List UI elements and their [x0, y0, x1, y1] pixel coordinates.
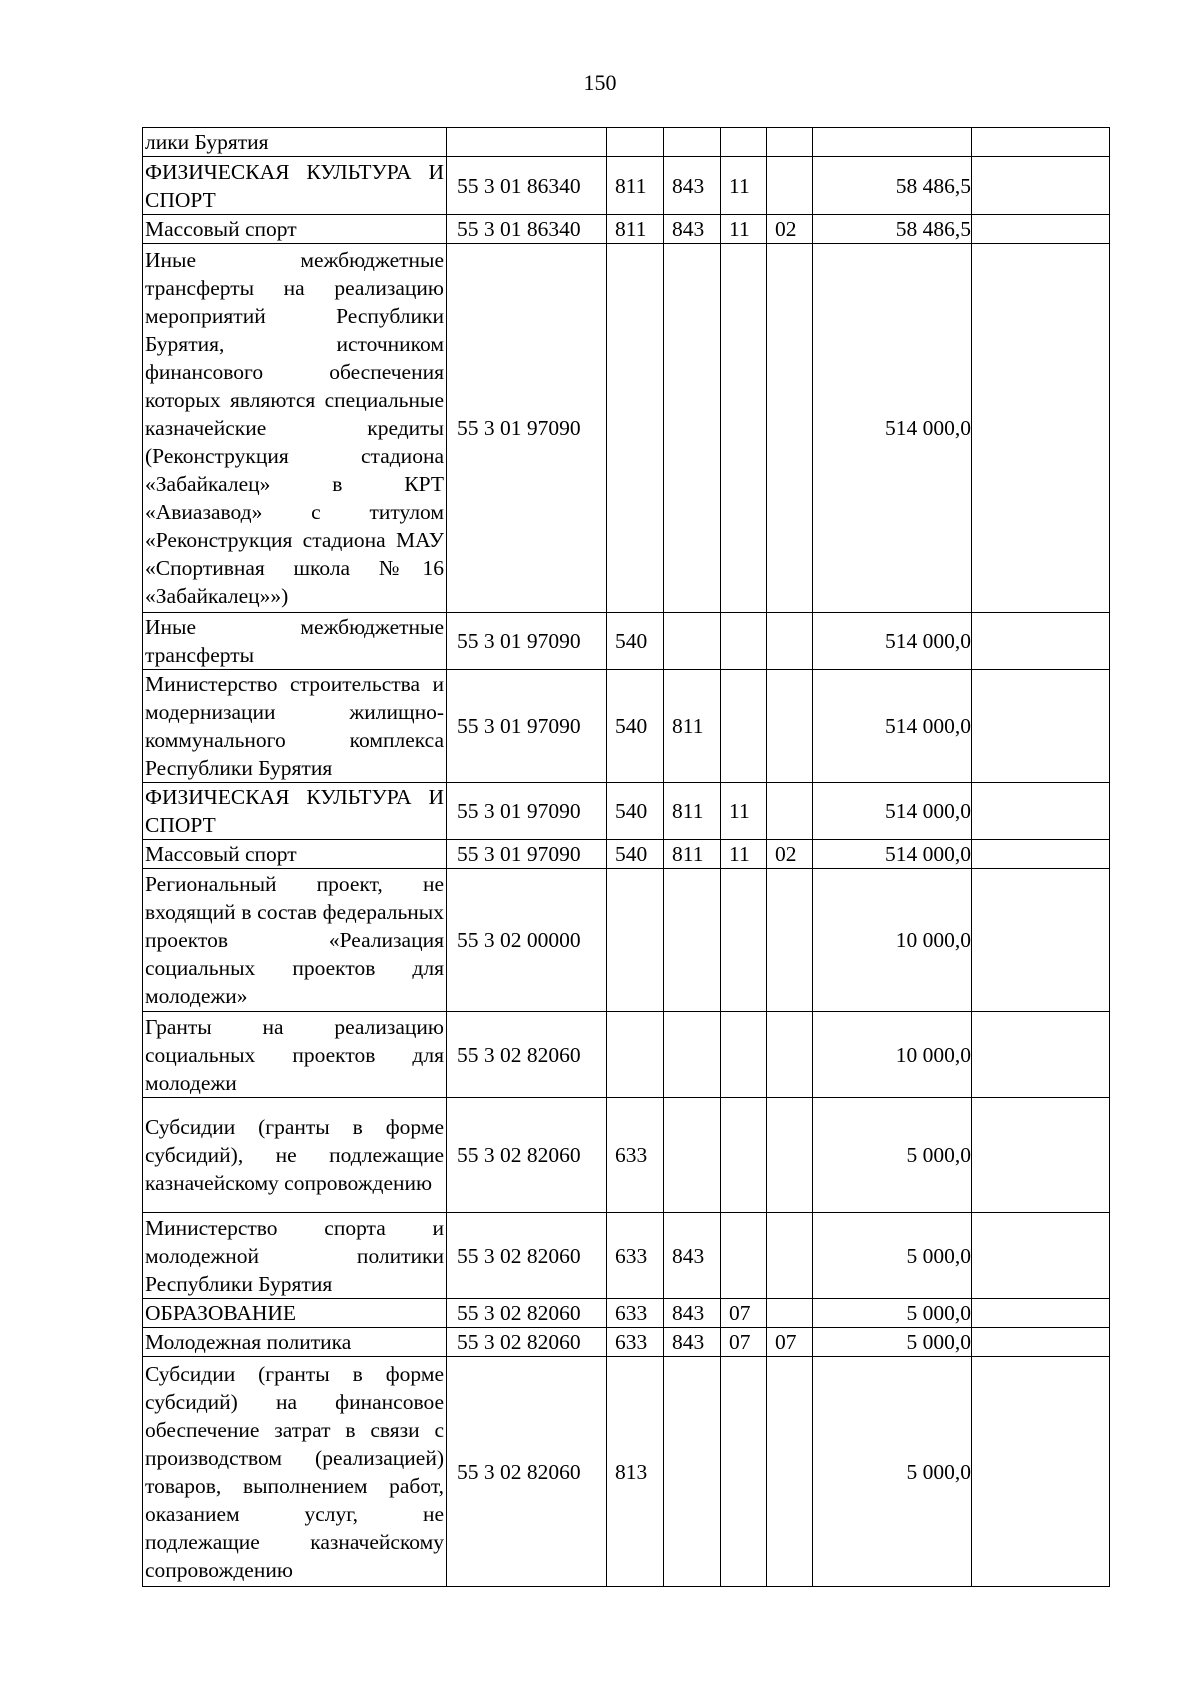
row-c4-cell [767, 613, 813, 670]
row-code-cell: 55 3 02 82060 [447, 1299, 607, 1328]
row-c3-cell: 11 [721, 157, 767, 215]
row-c2-cell [664, 128, 721, 157]
row-c2-cell [664, 613, 721, 670]
row-name-cell: ФИЗИЧЕСКАЯ КУЛЬТУРА И СПОРТ [143, 157, 447, 215]
budget-table [142, 127, 1110, 1587]
row-c2-cell: 811 [664, 670, 721, 783]
row-c3-cell [721, 869, 767, 1012]
row-c3-cell [721, 1213, 767, 1299]
row-c3-cell [721, 1098, 767, 1213]
row-c1-cell [607, 869, 664, 1012]
row-c2-cell [664, 1098, 721, 1213]
table-row [143, 244, 1110, 613]
row-name-cell: Массовый спорт [143, 215, 447, 244]
row-code-cell: 55 3 01 97090 [447, 783, 607, 840]
row-amount-cell: 5 000,0 [813, 1357, 972, 1587]
table-row [143, 1098, 1110, 1213]
row-code-cell: 55 3 01 86340 [447, 215, 607, 244]
table-row [143, 613, 1110, 670]
row-c3-cell: 11 [721, 783, 767, 840]
row-c4-cell: 07 [767, 1328, 813, 1357]
row-c2-cell: 843 [664, 1299, 721, 1328]
table-row [143, 670, 1110, 783]
row-c3-cell: 11 [721, 840, 767, 869]
row-c1-cell: 633 [607, 1213, 664, 1299]
row-c4-cell [767, 244, 813, 613]
table-row [143, 1357, 1110, 1587]
row-empty-cell [972, 670, 1110, 783]
row-empty-cell [972, 215, 1110, 244]
row-amount-cell: 5 000,0 [813, 1299, 972, 1328]
row-name-cell: Молодежная политика [143, 1328, 447, 1357]
row-name-cell: Массовый спорт [143, 840, 447, 869]
row-c3-cell [721, 1012, 767, 1098]
row-code-cell: 55 3 01 97090 [447, 244, 607, 613]
row-code-cell: 55 3 02 82060 [447, 1098, 607, 1213]
row-amount-cell: 5 000,0 [813, 1098, 972, 1213]
row-c1-cell: 633 [607, 1328, 664, 1357]
row-empty-cell [972, 1098, 1110, 1213]
row-amount-cell [813, 128, 972, 157]
row-c1-cell [607, 1012, 664, 1098]
row-c1-cell: 633 [607, 1299, 664, 1328]
table-row [143, 1328, 1110, 1357]
row-c1-cell [607, 244, 664, 613]
row-amount-cell: 514 000,0 [813, 670, 972, 783]
row-amount-cell: 514 000,0 [813, 244, 972, 613]
row-name-cell: Иные межбюджетные трансферты на реализацию мероприятий Республики Бурятия, источником финансового обеспечения которых являются специальные казначейские кредиты (Реконструкция стадиона «Забайкалец» в КРТ «Авиазавод» с титулом «Реконструкция стадиона МАУ «Спортивная школа №16 «Забайкалец»») [143, 244, 447, 613]
row-empty-cell [972, 613, 1110, 670]
row-c2-cell: 843 [664, 1328, 721, 1357]
row-code-cell: 55 3 02 82060 [447, 1012, 607, 1098]
row-c2-cell [664, 1012, 721, 1098]
row-c1-cell: 540 [607, 670, 664, 783]
row-c1-cell: 633 [607, 1098, 664, 1213]
row-amount-cell: 10 000,0 [813, 1012, 972, 1098]
row-c3-cell: 07 [721, 1299, 767, 1328]
row-c3-cell [721, 128, 767, 157]
row-c2-cell [664, 244, 721, 613]
row-name-cell: ФИЗИЧЕСКАЯ КУЛЬТУРА И СПОРТ [143, 783, 447, 840]
row-code-cell: 55 3 02 82060 [447, 1357, 607, 1587]
table-row [143, 840, 1110, 869]
table-row [143, 157, 1110, 215]
row-name-cell: ОБРАЗОВАНИЕ [143, 1299, 447, 1328]
table-row [143, 1012, 1110, 1098]
row-name-cell: Субсидии (гранты в форме субсидий), не подлежащие казначейскому сопровождению [143, 1098, 447, 1213]
row-name-cell: Министерство строительства и модернизации жилищно-коммунального комплекса Республики Бурятия [143, 670, 447, 783]
table-row [143, 215, 1110, 244]
row-amount-cell: 5 000,0 [813, 1213, 972, 1299]
row-c3-cell [721, 670, 767, 783]
row-c3-cell [721, 613, 767, 670]
row-c3-cell: 11 [721, 215, 767, 244]
page-number: 150 [583, 70, 617, 95]
table-row [143, 128, 1110, 157]
row-c4-cell [767, 1213, 813, 1299]
row-c2-cell: 843 [664, 215, 721, 244]
row-c2-cell: 811 [664, 783, 721, 840]
row-name-cell: лики Бурятия [143, 128, 447, 157]
row-empty-cell [972, 128, 1110, 157]
row-empty-cell [972, 1357, 1110, 1587]
table-row [143, 869, 1110, 1012]
row-c1-cell: 540 [607, 613, 664, 670]
row-amount-cell: 58 486,5 [813, 215, 972, 244]
row-name-cell: Гранты на реализацию социальных проектов для молодежи [143, 1012, 447, 1098]
row-c4-cell: 02 [767, 215, 813, 244]
row-c1-cell: 540 [607, 840, 664, 869]
table-row [143, 783, 1110, 840]
row-c2-cell: 843 [664, 157, 721, 215]
row-code-cell: 55 3 02 00000 [447, 869, 607, 1012]
row-empty-cell [972, 783, 1110, 840]
row-empty-cell [972, 869, 1110, 1012]
row-c4-cell [767, 1357, 813, 1587]
table-body [143, 128, 1110, 1587]
row-amount-cell: 58 486,5 [813, 157, 972, 215]
row-empty-cell [972, 1213, 1110, 1299]
row-c1-cell: 813 [607, 1357, 664, 1587]
row-c4-cell: 02 [767, 840, 813, 869]
row-code-cell: 55 3 01 97090 [447, 840, 607, 869]
row-c4-cell [767, 670, 813, 783]
row-c4-cell [767, 128, 813, 157]
row-empty-cell [972, 840, 1110, 869]
row-empty-cell [972, 157, 1110, 215]
row-empty-cell [972, 1299, 1110, 1328]
row-amount-cell: 5 000,0 [813, 1328, 972, 1357]
row-empty-cell [972, 1012, 1110, 1098]
row-c2-cell [664, 869, 721, 1012]
row-code-cell: 55 3 01 86340 [447, 157, 607, 215]
row-name-cell: Субсидии (гранты в форме субсидий) на финансовое обеспечение затрат в связи с производством (реализацией) товаров, выполнением работ, оказанием услуг, не подлежащие казначейскому сопровождению [143, 1357, 447, 1587]
row-c1-cell: 811 [607, 215, 664, 244]
row-amount-cell: 10 000,0 [813, 869, 972, 1012]
table-row [143, 1299, 1110, 1328]
row-code-cell: 55 3 02 82060 [447, 1328, 607, 1357]
row-c4-cell [767, 783, 813, 840]
row-c4-cell [767, 869, 813, 1012]
row-amount-cell: 514 000,0 [813, 613, 972, 670]
row-name-cell: Региональный проект, не входящий в состав федеральных проектов «Реализация социальных проектов для молодежи» [143, 869, 447, 1012]
row-c3-cell [721, 244, 767, 613]
row-amount-cell: 514 000,0 [813, 783, 972, 840]
row-c4-cell [767, 1299, 813, 1328]
row-empty-cell [972, 244, 1110, 613]
row-code-cell [447, 128, 607, 157]
row-c2-cell: 843 [664, 1213, 721, 1299]
row-code-cell: 55 3 02 82060 [447, 1213, 607, 1299]
row-amount-cell: 514 000,0 [813, 840, 972, 869]
row-c2-cell: 811 [664, 840, 721, 869]
row-c1-cell: 540 [607, 783, 664, 840]
row-name-cell: Министерство спорта и молодежной политики Республики Бурятия [143, 1213, 447, 1299]
row-c2-cell [664, 1357, 721, 1587]
table-row [143, 1213, 1110, 1299]
row-c1-cell [607, 128, 664, 157]
row-empty-cell [972, 1328, 1110, 1357]
row-code-cell: 55 3 01 97090 [447, 613, 607, 670]
row-c3-cell [721, 1357, 767, 1587]
row-code-cell: 55 3 01 97090 [447, 670, 607, 783]
row-c4-cell [767, 1012, 813, 1098]
row-c4-cell [767, 157, 813, 215]
row-c3-cell: 07 [721, 1328, 767, 1357]
row-c4-cell [767, 1098, 813, 1213]
row-c1-cell: 811 [607, 157, 664, 215]
row-name-cell: Иные межбюджетные трансферты [143, 613, 447, 670]
